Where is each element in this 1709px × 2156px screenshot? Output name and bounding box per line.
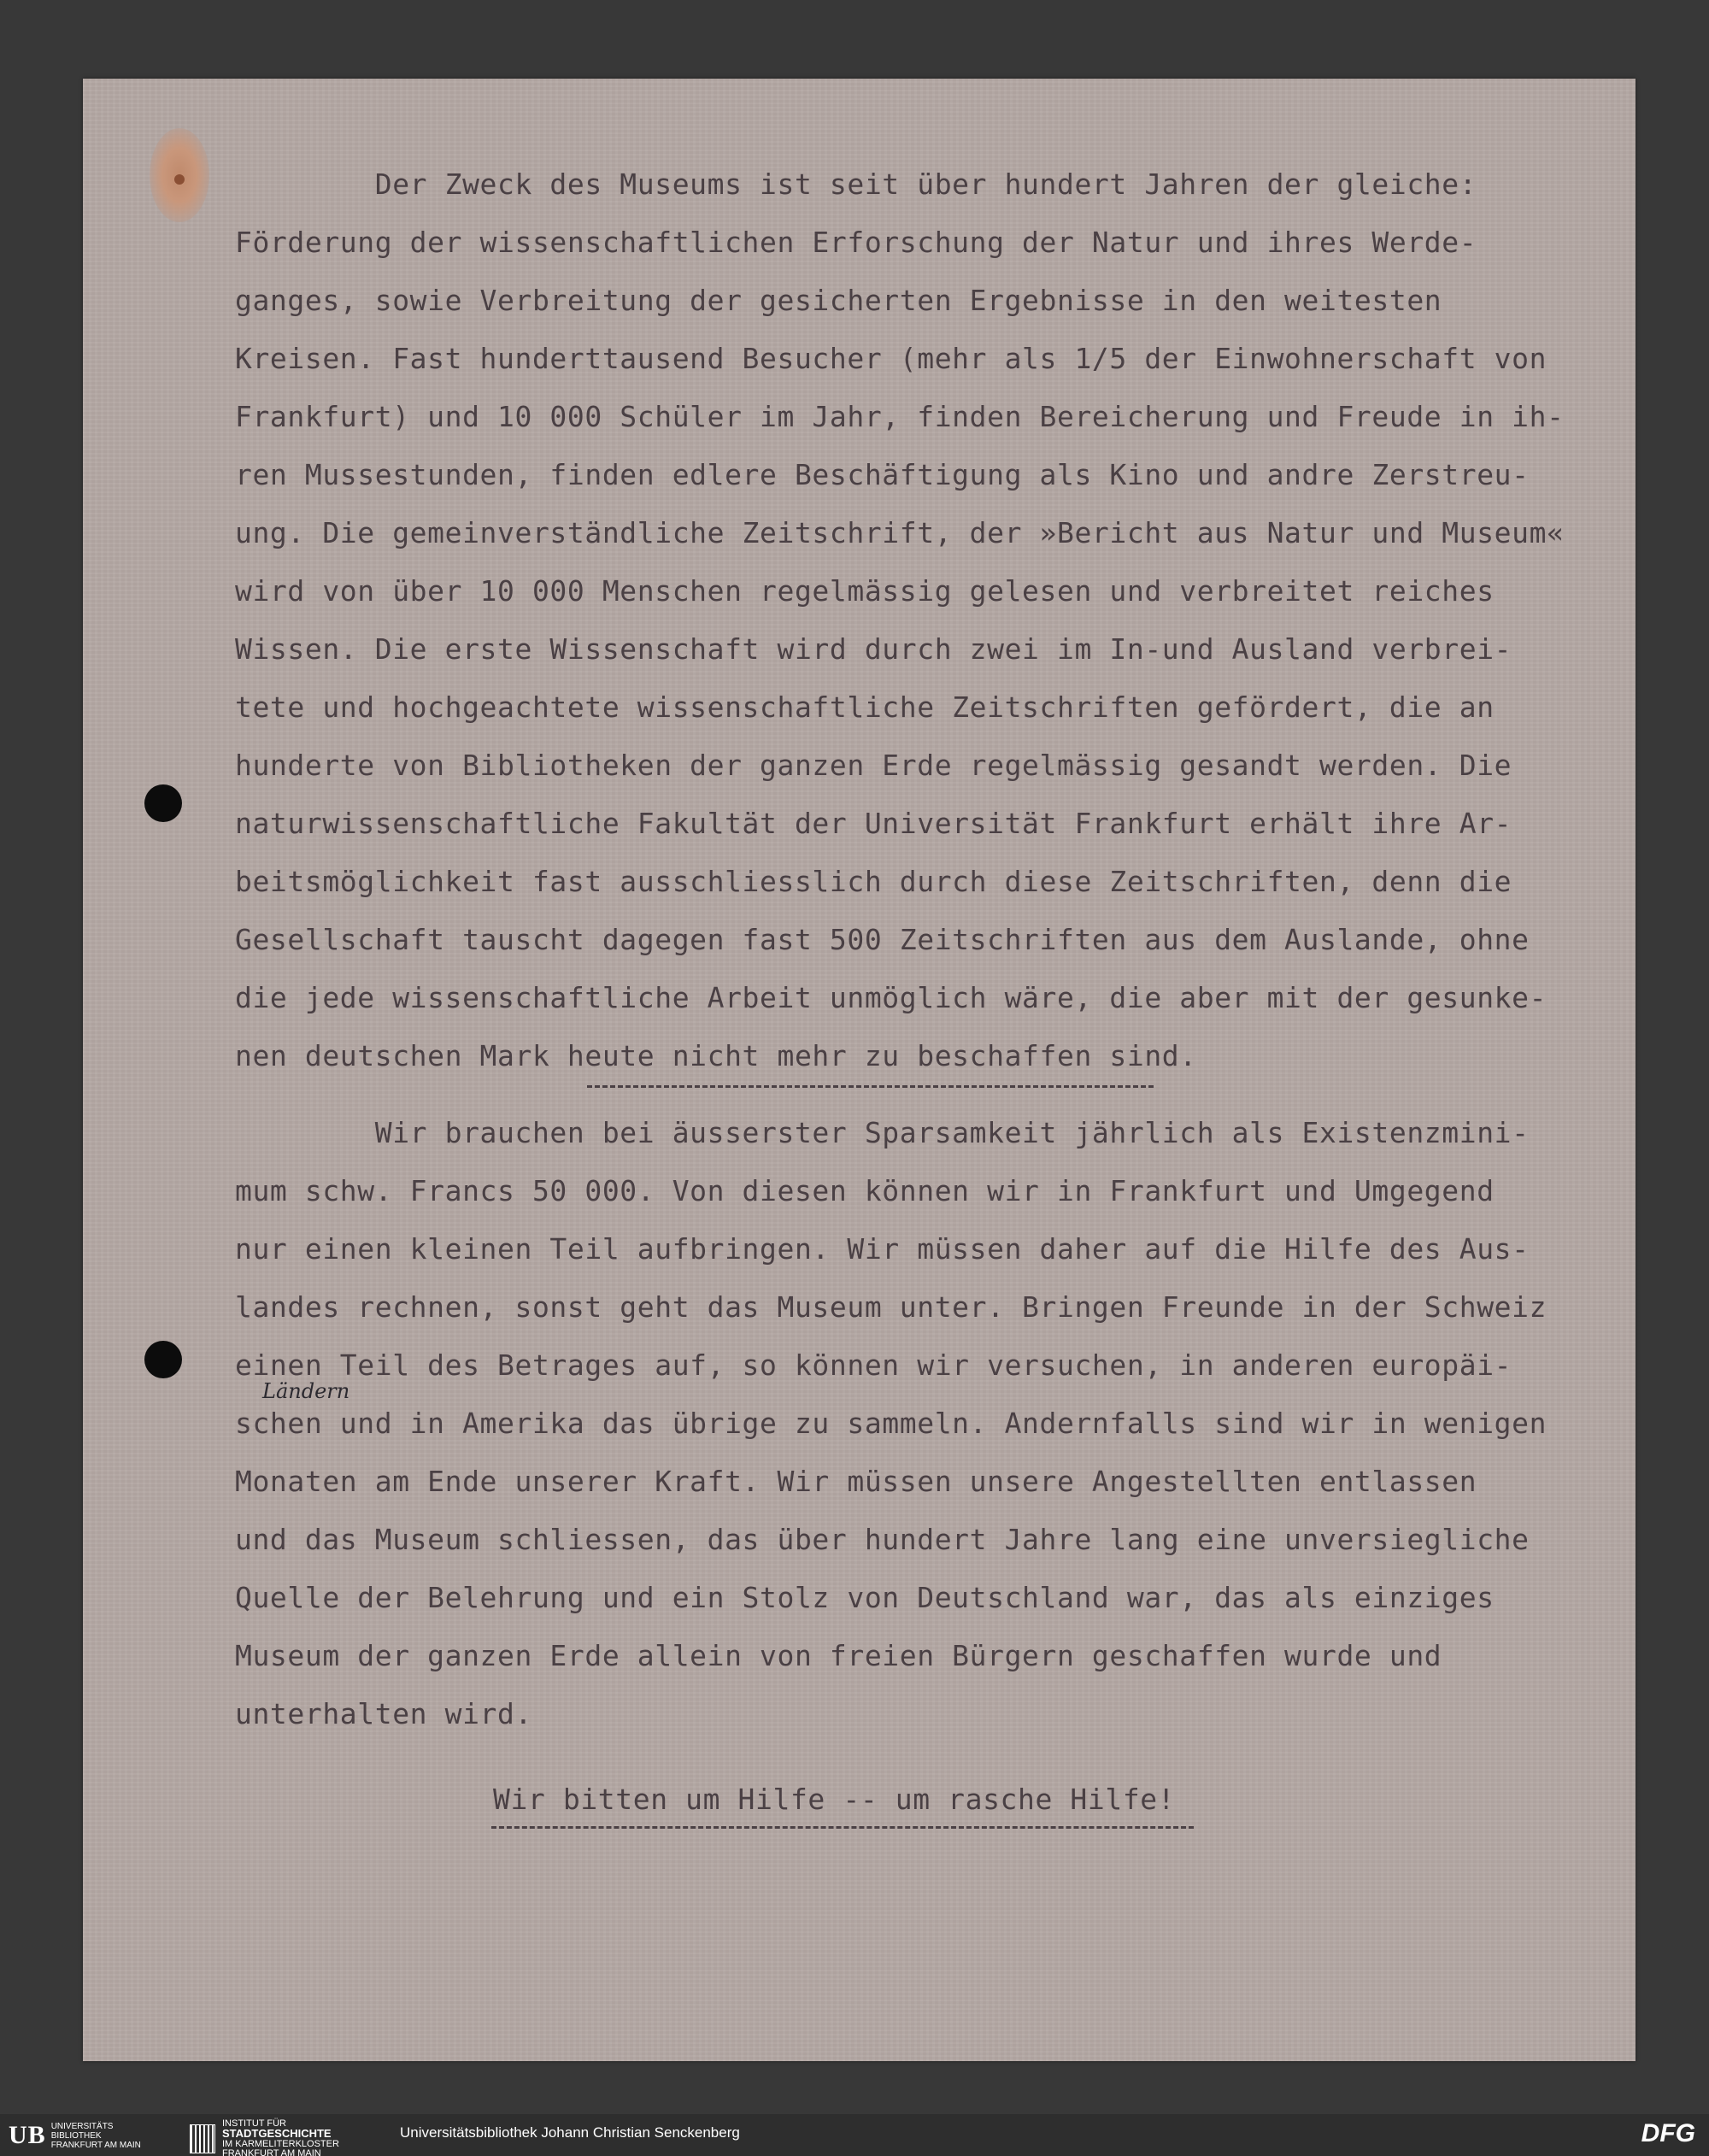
text-line: tete und hochgeachtete wissenschaftliche Zeitschriften gefördert, die an [235, 690, 1495, 724]
text-line: Förderung der wissenschaftlichen Erforschung der Natur und ihres Werde- [235, 226, 1477, 259]
ub-logo-line: UNIVERSITÄTS [50, 2121, 114, 2131]
ub-logo[interactable] [9, 2121, 141, 2150]
text-line: einen Teil des Betrages auf, so können wir versuchen, in anderen europäi- [235, 1348, 1512, 1382]
text-line: unterhalten wird. [235, 1697, 532, 1730]
text-line: ung. Die gemeinverständliche Zeitschrift, der »Bericht aus Natur und Museum« [235, 516, 1565, 549]
text-line: Kreisen. Fast hunderttausend Besucher (mehr als 1/5 der Einwohnerschaft von [235, 342, 1547, 375]
text-line: und das Museum schliessen, das über hundert Jahre lang eine unversiegliche [235, 1523, 1530, 1556]
text-line: Wissen. Die erste Wissenschaft wird durch zwei im In-und Ausland verbrei- [235, 632, 1512, 666]
text-line: Gesellschaft tauscht dagegen fast 500 Zeitschriften aus dem Auslande, ohne [235, 923, 1530, 956]
isg-logo-line: FRANKFURT AM MAIN [222, 2148, 321, 2156]
paragraph-purpose [235, 156, 1624, 1085]
dashed-rule [587, 1085, 1154, 1088]
text-line: wird von über 10 000 Menschen regelmässig gelesen und verbreitet reiches [235, 574, 1495, 608]
text-line: beitsmöglichkeit fast ausschliesslich durch diese Zeitschriften, denn die [235, 865, 1512, 898]
text-line: ganges, sowie Verbreitung der gesicherten Ergebnisse in den weitesten [235, 284, 1442, 317]
text-line: Wir brauchen bei äusserster Sparsamkeit jährlich als Existenzmini- [235, 1116, 1530, 1149]
isg-logo[interactable] [190, 2119, 339, 2156]
handwritten-insert: Ländern [262, 1379, 350, 1403]
isg-logo-line: STADTGESCHICHTE [222, 2127, 332, 2140]
text-line: Quelle der Belehrung und ein Stolz von Deutschland war, das als einziges [235, 1581, 1495, 1614]
isg-emblem-icon [190, 2124, 215, 2153]
text-line: ren Mussestunden, finden edlere Beschäftigung als Kino und andre Zerstreu- [235, 458, 1530, 491]
text-line: Monaten am Ende unserer Kraft. Wir müssen unsere Angestellten entlassen [235, 1465, 1477, 1498]
closing-line: Wir bitten um Hilfe -- um rasche Hilfe! [493, 1783, 1176, 1816]
library-name: Universitätsbibliothek Johann Christian Senckenberg [400, 2124, 740, 2141]
text-line: schen und in Amerika das übrige zu sammeln. Andernfalls sind wir in wenigen [235, 1407, 1547, 1440]
ub-mark: UB [9, 2121, 46, 2149]
text-line: nur einen kleinen Teil aufbringen. Wir müssen daher auf die Hilfe des Aus- [235, 1232, 1530, 1266]
text-line: Frankfurt) und 10 000 Schüler im Jahr, finden Bereicherung und Freude in ih- [235, 400, 1565, 433]
ub-logo-text [51, 2122, 141, 2150]
rust-stain-center [174, 174, 185, 185]
scanned-page [83, 79, 1636, 2061]
text-line: mum schw. Francs 50 000. Von diesen können wir in Frankfurt und Umgegend [235, 1174, 1495, 1207]
text-line: naturwissenschaftliche Fakultät der Universität Frankfurt erhält ihre Ar- [235, 807, 1512, 840]
text-line: die jede wissenschaftliche Arbeit unmöglich wäre, die aber mit der gesunke- [235, 981, 1547, 1014]
text-line: Museum der ganzen Erde allein von freien Bürgern geschaffen wurde und [235, 1639, 1442, 1672]
isg-logo-line: IM KARMELITERKLOSTER [222, 2139, 339, 2149]
paragraph-appeal [235, 1104, 1624, 1743]
dfg-logo[interactable]: DFG [1641, 2119, 1695, 2147]
viewer-footer [0, 2114, 1709, 2156]
text-line: Der Zweck des Museums ist seit über hundert Jahren der gleiche: [235, 167, 1477, 201]
text-line: nen deutschen Mark heute nicht mehr zu beschaffen sind. [235, 1039, 1197, 1072]
text-line: hunderte von Bibliotheken der ganzen Erde regelmässig gesandt werden. Die [235, 749, 1512, 782]
ub-logo-line: FRANKFURT AM MAIN [50, 2140, 141, 2150]
isg-logo-line: INSTITUT FÜR [222, 2118, 286, 2129]
dashed-rule [491, 1826, 1194, 1829]
isg-logo-text [222, 2119, 339, 2156]
ub-logo-line: BIBLIOTHEK [50, 2130, 102, 2141]
punch-hole [144, 1341, 182, 1378]
punch-hole [144, 784, 182, 822]
text-line: landes rechnen, sonst geht das Museum unter. Bringen Freunde in der Schweiz [235, 1290, 1547, 1324]
